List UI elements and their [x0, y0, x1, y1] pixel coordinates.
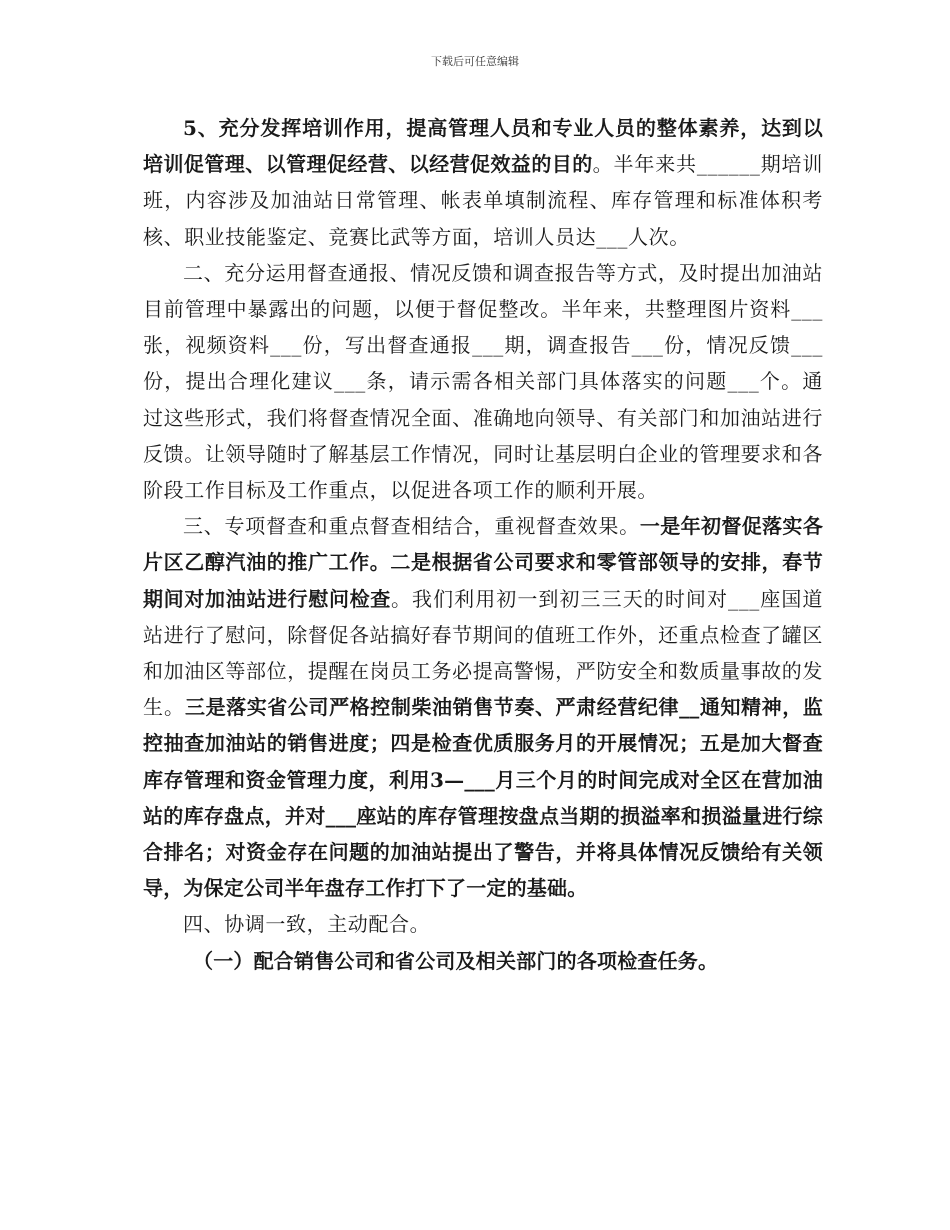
document-body — [143, 110, 823, 979]
paragraph-special-inspection-text: 。我们利用初一到初三三天的时间对___座国道站进行了慰问，除督促各站搞好春节期间的值班工作外，还重点检查了罐区和加油区等部位，提醒在岗员工务必提高警惕，严防安全和数质量事故的发生。 — [143, 586, 824, 720]
paragraph-supervision-reports: 二、充分运用督查通报、情况反馈和调查报告等方式，及时提出加油站目前管理中暴露出的问题，以便于督促整改。半年来，共整理图片资料___张，视频资料___份，写出督查通报___期，调查报告___份，情况反馈___份，提出合理化建议___条，请示需各相关部门具体落实的问题___个。通过这些形式，我们将督查情况全面、准确地向领导、有关部门和加油站进行反馈。让领导随时了解基层工作情况，同时让基层明白企业的管理要求和各阶段工作目标及工作重点，以促进各项工作的顺利开展。 — [143, 260, 823, 503]
paragraph-training — [143, 110, 823, 255]
page-header-note: 下载后可任意编辑 — [431, 55, 519, 68]
paragraph-special-inspection — [143, 508, 823, 906]
paragraph-training-text: 。半年来共______期培训班，内容涉及加油站日常管理、帐表单填制流程、库存管理和标准体积考核、职业技能鉴定、竞赛比武等方面，培训人员达___人次。 — [143, 152, 823, 249]
paragraph-special-inspection-bold-1: 一是年初督促落实各片区乙醇汽油的推广工作。二是根据省公司要求和零管部领导的安排，春节期间对加油站进行慰问检查 — [143, 514, 823, 611]
paragraph-training-bold: 5、充分发挥培训作用，提高管理人员和专业人员的整体素养，达到以培训促管理、以管理促经营、以经营促效益的目的 — [143, 116, 823, 177]
paragraph-special-inspection-bold-2: 三是落实省公司严格控制柴油销售节奏、严肃经营纪律__通知精神，监控抽查加油站的销售进度；四是检查优质服务月的开展情况；五是加大督查库存管理和资金管理力度，利用3—___月三个月的时间完成对全区在营加油站的库存盘点，并对___座站的库存管理按盘点当期的损溢率和损溢量进行综合排名；对资金存在问题的加油站提出了警告，并将具体情况反馈给有关领导，为保定公司半年盘存工作打下了一定的基础。 — [143, 695, 824, 901]
paragraph-cooperation-item: （一）配合销售公司和省公司及相关部门的各项检查任务。 — [193, 948, 719, 973]
paragraph-special-inspection-lead: 三、专项督查和重点督查相结合，重视督查效果。 — [183, 514, 640, 539]
paragraph-coordination-heading: 四、协调一致，主动配合。 — [183, 912, 431, 937]
